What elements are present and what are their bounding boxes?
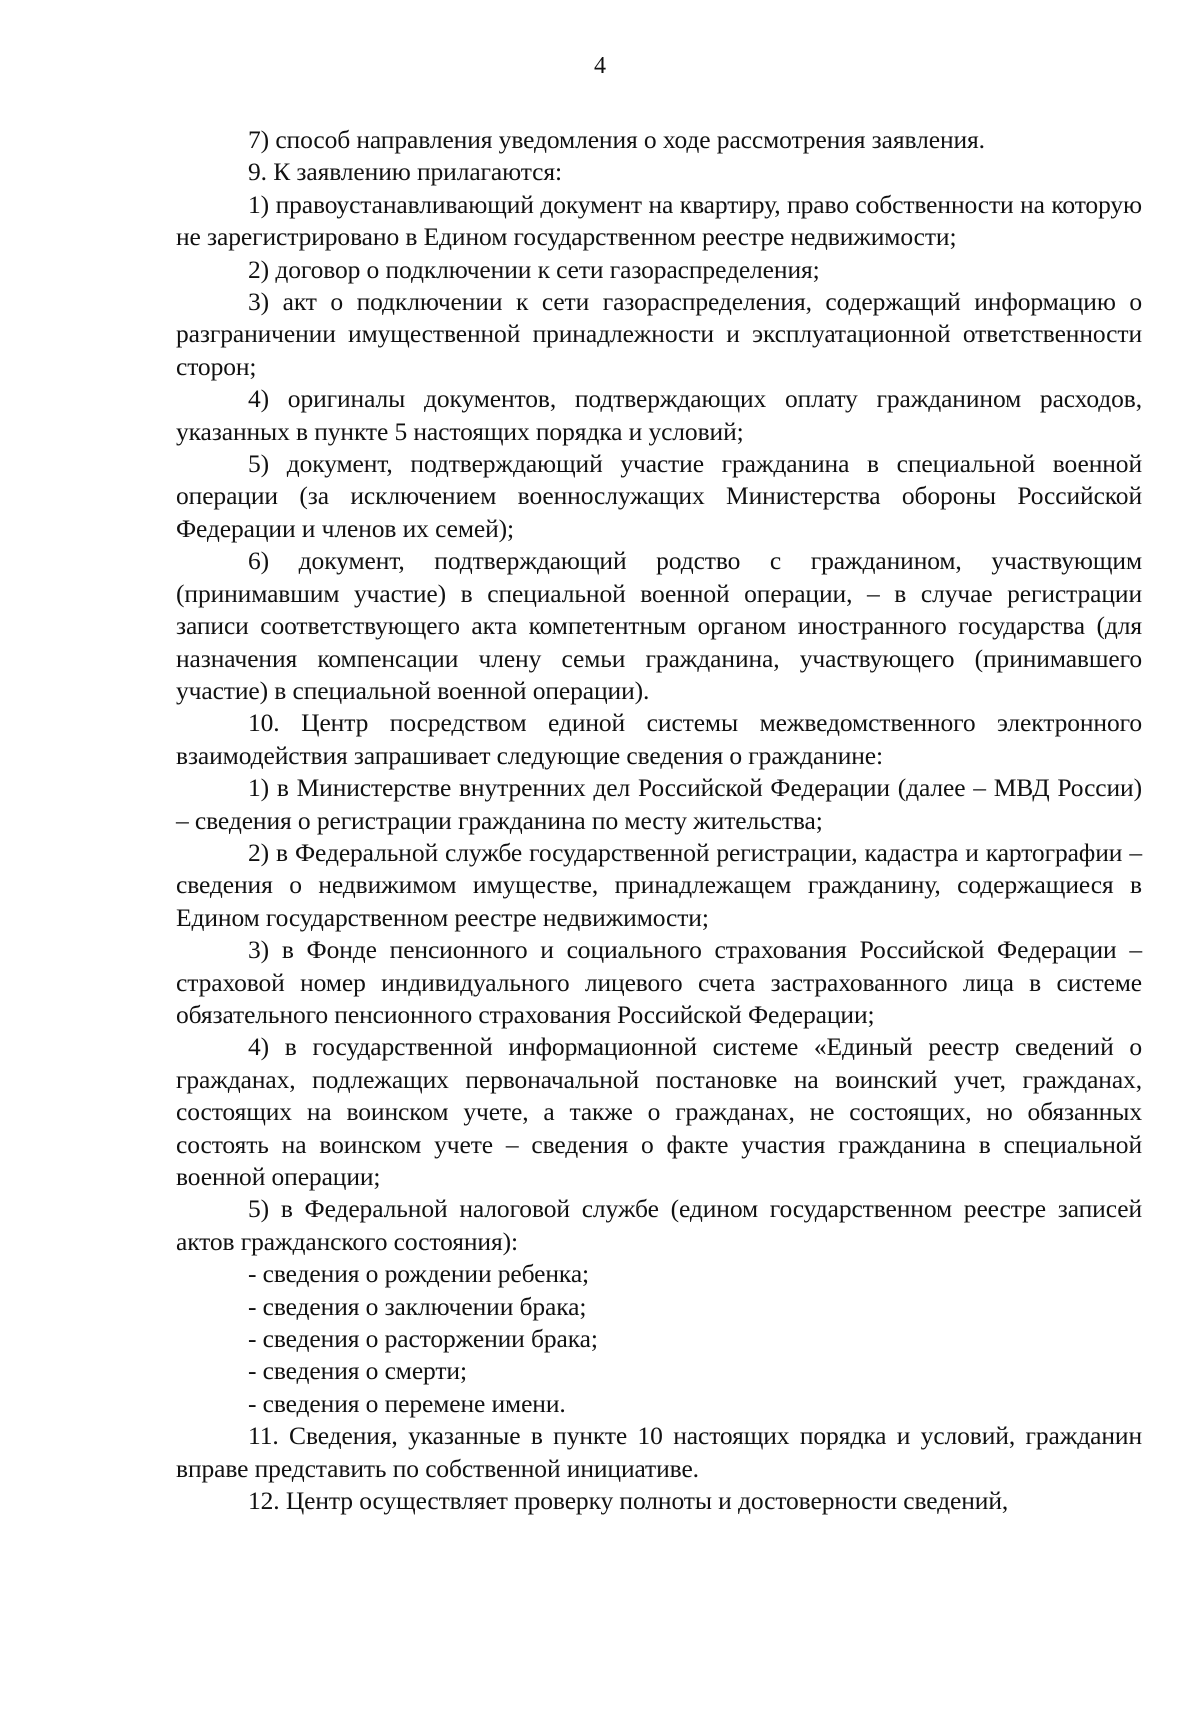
paragraph-10-heading: 10. Центр посредством единой системы межведомственного электронного взаимодействия запрашивает следующие сведения о гражданине:: [176, 708, 1142, 770]
paragraph-9-attachments-heading: 9. К заявлению прилагаются:: [248, 157, 562, 187]
paragraph-9-item-6: 6) документ, подтверждающий родство с гражданином, участвующим (принимавшим участие) в специальной военной операции, – в случае регистрации записи соответствующего акта компетентным органом иностранного государства (для назначения компенсации члену семьи гражданина, участвующего (принимавшего участие) в специальной военной операции).: [176, 546, 1142, 705]
paragraph-10-item-4: 4) в государственной информационной системе «Единый реестр сведений о гражданах, подлежащих первоначальной постановке на воинский учет, гражданах, состоящих на воинском учете, а также о гражданах, не состоящих, но обязанных состоять на воинском учете – сведения о факте участия гражданина в специальной военной операции;: [176, 1032, 1142, 1191]
document-body: [176, 124, 1142, 1517]
list-item-birth: - сведения о рождении ребенка;: [248, 1259, 590, 1289]
paragraph-12: 12. Центр осуществляет проверку полноты и достоверности сведений,: [248, 1486, 1009, 1516]
paragraph-9-item-3: 3) акт о подключении к сети газораспределения, содержащий информацию о разграничении имущественной принадлежности и эксплуатационной ответственности сторон;: [176, 287, 1142, 381]
paragraph-9-item-4: 4) оригиналы документов, подтверждающих оплату гражданином расходов, указанных в пункте 5 настоящих порядка и условий;: [176, 384, 1142, 446]
paragraph-9-item-1: 1) правоустанавливающий документ на квартиру, право собственности на которую не зарегистрировано в Едином государственном реестре недвижимости;: [176, 189, 1142, 252]
list-item-marriage: - сведения о заключении брака;: [248, 1291, 587, 1321]
paragraph-10-item-1: 1) в Министерстве внутренних дел Российской Федерации (далее – МВД России) – сведения о регистрации гражданина по месту жительства;: [176, 773, 1142, 835]
list-item-death: - сведения о смерти;: [248, 1356, 467, 1386]
page-number: 4: [594, 53, 606, 79]
paragraph-9-item-2: 2) договор о подключении к сети газораспределения;: [248, 254, 820, 284]
paragraph-10-item-5: 5) в Федеральной налоговой службе (едином государственном реестре записей актов гражданского состояния):: [176, 1194, 1142, 1256]
list-item-divorce: - сведения о расторжении брака;: [248, 1324, 598, 1354]
paragraph-11: 11. Сведения, указанные в пункте 10 настоящих порядка и условий, гражданин вправе представить по собственной инициативе.: [176, 1421, 1142, 1483]
paragraph-9-item-5: 5) документ, подтверждающий участие гражданина в специальной военной операции (за исключением военнослужащих Министерства обороны Российской Федерации и членов их семей);: [176, 449, 1142, 543]
paragraph-10-item-3: 3) в Фонде пенсионного и социального страхования Российской Федерации – страховой номер индивидуального лицевого счета застрахованного лица в системе обязательного пенсионного страхования Российской Федерации;: [176, 935, 1142, 1029]
paragraph-10-item-2: 2) в Федеральной службе государственной регистрации, кадастра и картографии – сведения о недвижимом имуществе, принадлежащем гражданину, содержащиеся в Едином государственном реестре недвижимости;: [176, 837, 1142, 932]
paragraph-item-7-notification-method: 7) способ направления уведомления о ходе рассмотрения заявления.: [248, 125, 985, 154]
list-item-name-change: - сведения о перемене имени.: [248, 1388, 566, 1418]
